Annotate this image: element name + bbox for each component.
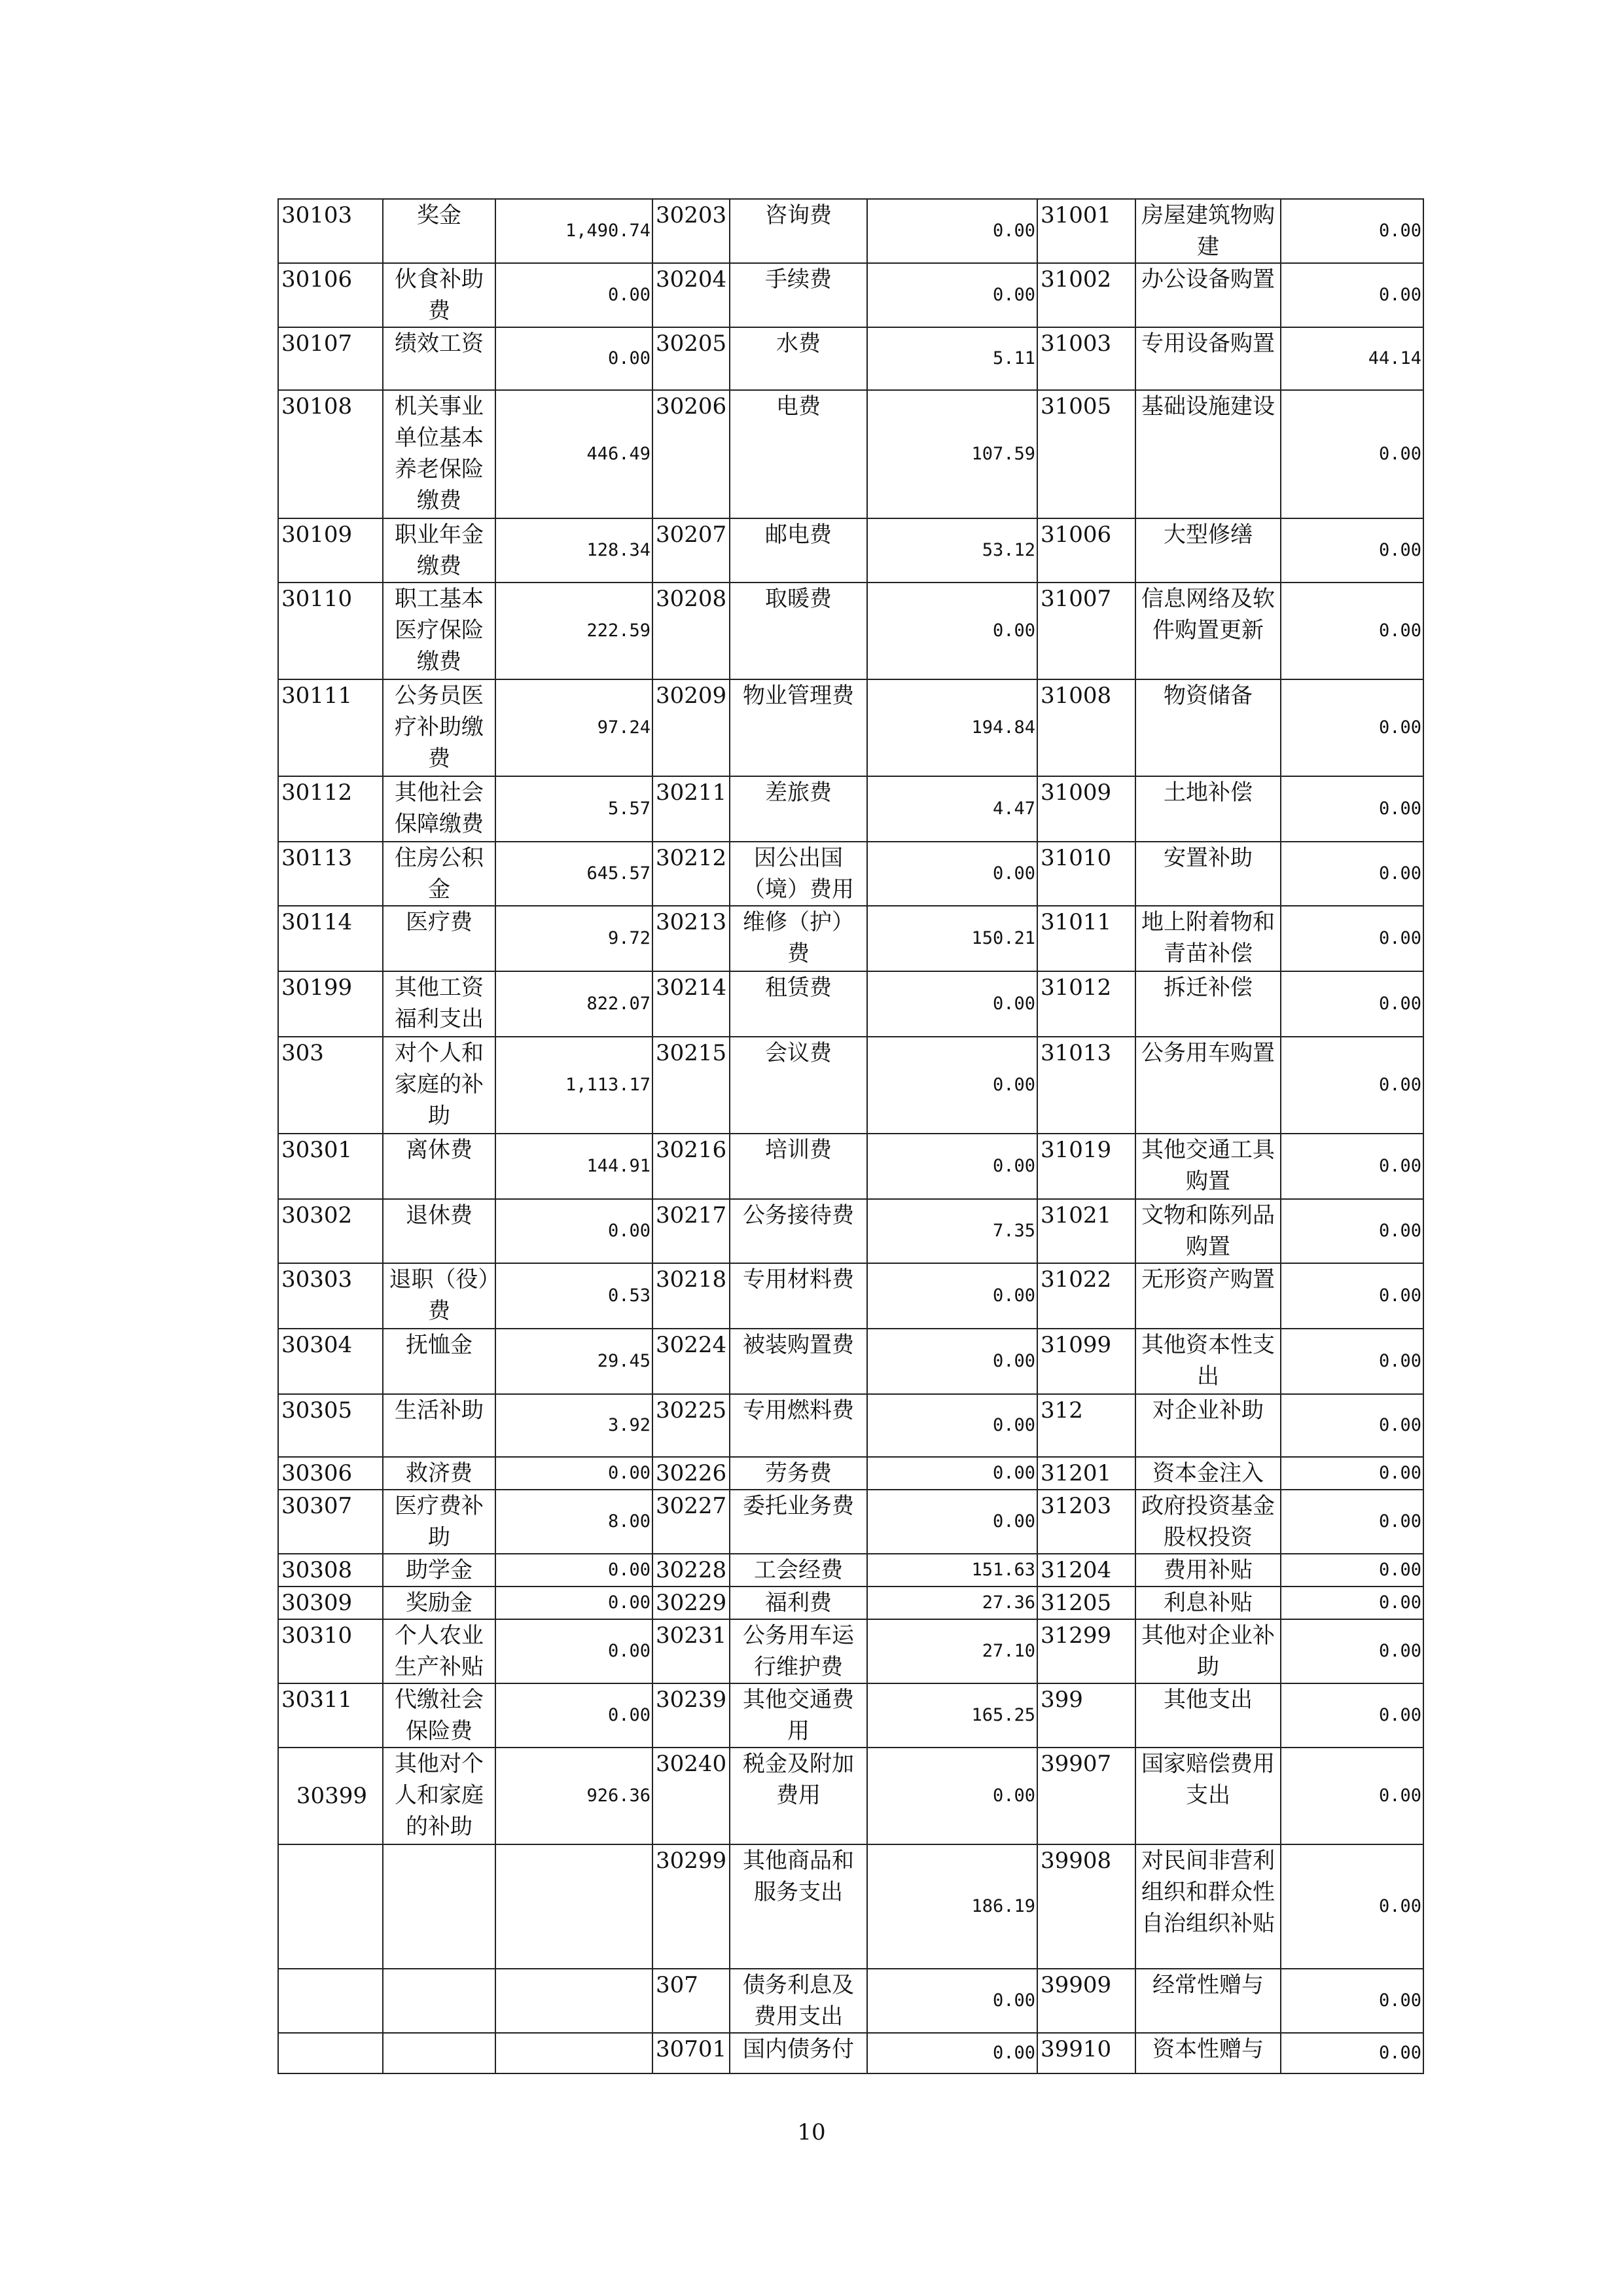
item-name: 退职（役）费 — [383, 1263, 495, 1329]
item-amount: 194.84 — [867, 679, 1037, 776]
item-amount: 0.00 — [495, 327, 652, 390]
expenditure-table — [277, 198, 1424, 2074]
item-amount: 186.19 — [867, 1844, 1037, 1969]
item-amount: 0.00 — [1281, 1134, 1423, 1199]
item-code: 31205 — [1037, 1587, 1135, 1619]
item-amount: 0.00 — [1281, 971, 1423, 1037]
item-name: 维修（护）费 — [730, 906, 867, 971]
item-name: 大型修缮 — [1135, 518, 1281, 583]
item-amount: 0.00 — [1281, 679, 1423, 776]
item-amount: 0.00 — [867, 1969, 1037, 2033]
item-code: 30215 — [652, 1037, 730, 1134]
item-code: 30103 — [278, 199, 383, 263]
item-name: 其他对个人和家庭的补助 — [383, 1748, 495, 1844]
item-amount: 29.45 — [495, 1329, 652, 1394]
item-amount: 53.12 — [867, 518, 1037, 583]
item-name: 地上附着物和青苗补偿 — [1135, 906, 1281, 971]
item-code: 30204 — [652, 263, 730, 327]
item-name: 专用燃料费 — [730, 1394, 867, 1457]
item-code: 31001 — [1037, 199, 1135, 263]
item-amount: 0.00 — [867, 842, 1037, 906]
item-name: 费用补贴 — [1135, 1554, 1281, 1587]
item-code: 30214 — [652, 971, 730, 1037]
item-name: 咨询费 — [730, 199, 867, 263]
table-row — [278, 971, 1423, 1037]
item-amount — [495, 1844, 652, 1969]
item-code: 30109 — [278, 518, 383, 583]
item-name: 电费 — [730, 390, 867, 518]
item-name: 对个人和家庭的补助 — [383, 1037, 495, 1134]
table-row — [278, 1037, 1423, 1134]
item-code — [278, 1969, 383, 2033]
item-name: 救济费 — [383, 1457, 495, 1490]
item-amount: 0.00 — [867, 1037, 1037, 1134]
item-name: 其他资本性支出 — [1135, 1329, 1281, 1394]
item-name: 土地补偿 — [1135, 776, 1281, 842]
item-code: 30213 — [652, 906, 730, 971]
item-name: 其他商品和服务支出 — [730, 1844, 867, 1969]
item-name: 助学金 — [383, 1554, 495, 1587]
item-name: 经常性赠与 — [1135, 1969, 1281, 2033]
item-name: 对民间非营利组织和群众性自治组织补贴 — [1135, 1844, 1281, 1969]
item-amount: 0.00 — [1281, 390, 1423, 518]
item-amount: 0.00 — [1281, 1844, 1423, 1969]
item-code: 30110 — [278, 583, 383, 679]
item-name: 培训费 — [730, 1134, 867, 1199]
item-code: 30111 — [278, 679, 383, 776]
item-name: 水费 — [730, 327, 867, 390]
item-name: 文物和陈列品购置 — [1135, 1199, 1281, 1263]
item-name: 取暖费 — [730, 583, 867, 679]
item-amount: 128.34 — [495, 518, 652, 583]
item-amount: 0.00 — [1281, 1199, 1423, 1263]
item-amount: 1,490.74 — [495, 199, 652, 263]
item-code: 30239 — [652, 1683, 730, 1748]
item-amount: 3.92 — [495, 1394, 652, 1457]
item-name: 奖金 — [383, 199, 495, 263]
table-row — [278, 1969, 1423, 2033]
item-name: 伙食补助费 — [383, 263, 495, 327]
item-code: 30231 — [652, 1619, 730, 1683]
item-code: 30311 — [278, 1683, 383, 1748]
item-name: 无形资产购置 — [1135, 1263, 1281, 1329]
item-code: 31005 — [1037, 390, 1135, 518]
item-name: 其他社会保障缴费 — [383, 776, 495, 842]
item-amount: 0.53 — [495, 1263, 652, 1329]
item-amount: 0.00 — [1281, 1490, 1423, 1554]
item-code: 31008 — [1037, 679, 1135, 776]
item-code: 30205 — [652, 327, 730, 390]
item-name: 政府投资基金股权投资 — [1135, 1490, 1281, 1554]
item-code: 399 — [1037, 1683, 1135, 1748]
table-row — [278, 1329, 1423, 1394]
item-code: 30306 — [278, 1457, 383, 1490]
item-code: 31203 — [1037, 1490, 1135, 1554]
item-amount: 822.07 — [495, 971, 652, 1037]
item-code: 30309 — [278, 1587, 383, 1619]
table-row — [278, 1748, 1423, 1844]
item-name: 其他对企业补助 — [1135, 1619, 1281, 1683]
item-name: 资本金注入 — [1135, 1457, 1281, 1490]
item-amount: 0.00 — [495, 263, 652, 327]
item-amount: 0.00 — [867, 971, 1037, 1037]
item-name: 住房公积金 — [383, 842, 495, 906]
item-amount: 5.57 — [495, 776, 652, 842]
table-row — [278, 679, 1423, 776]
item-code: 30301 — [278, 1134, 383, 1199]
item-code: 30212 — [652, 842, 730, 906]
item-name: 离休费 — [383, 1134, 495, 1199]
item-code: 30240 — [652, 1748, 730, 1844]
item-name: 公务用车购置 — [1135, 1037, 1281, 1134]
item-code: 31003 — [1037, 327, 1135, 390]
item-name: 代缴社会保险费 — [383, 1683, 495, 1748]
item-amount — [495, 1969, 652, 2033]
item-code: 31011 — [1037, 906, 1135, 971]
item-amount: 222.59 — [495, 583, 652, 679]
item-code: 30302 — [278, 1199, 383, 1263]
item-amount: 5.11 — [867, 327, 1037, 390]
item-amount: 0.00 — [1281, 1263, 1423, 1329]
item-amount: 165.25 — [867, 1683, 1037, 1748]
item-name: 其他工资福利支出 — [383, 971, 495, 1037]
item-name: 公务员医疗补助缴费 — [383, 679, 495, 776]
item-amount: 0.00 — [1281, 1619, 1423, 1683]
item-name: 安置补助 — [1135, 842, 1281, 906]
item-name: 邮电费 — [730, 518, 867, 583]
table-row — [278, 1394, 1423, 1457]
item-code: 31022 — [1037, 1263, 1135, 1329]
item-name: 办公设备购置 — [1135, 263, 1281, 327]
item-code: 30399 — [278, 1748, 383, 1844]
item-code: 30207 — [652, 518, 730, 583]
item-amount: 0.00 — [495, 1587, 652, 1619]
item-code: 30113 — [278, 842, 383, 906]
item-code: 30303 — [278, 1263, 383, 1329]
item-amount: 107.59 — [867, 390, 1037, 518]
item-amount: 97.24 — [495, 679, 652, 776]
item-amount: 44.14 — [1281, 327, 1423, 390]
item-name: 其他支出 — [1135, 1683, 1281, 1748]
item-amount: 8.00 — [495, 1490, 652, 1554]
item-amount: 0.00 — [867, 1329, 1037, 1394]
table-row — [278, 518, 1423, 583]
item-code: 31002 — [1037, 263, 1135, 327]
table-row — [278, 1619, 1423, 1683]
item-code: 31204 — [1037, 1554, 1135, 1587]
table-row — [278, 1490, 1423, 1554]
item-name: 抚恤金 — [383, 1329, 495, 1394]
item-amount: 0.00 — [1281, 583, 1423, 679]
item-name: 其他交通工具购置 — [1135, 1134, 1281, 1199]
item-amount: 0.00 — [1281, 906, 1423, 971]
item-amount: 0.00 — [867, 1457, 1037, 1490]
item-code: 30209 — [652, 679, 730, 776]
item-code: 30208 — [652, 583, 730, 679]
item-name: 医疗费补助 — [383, 1490, 495, 1554]
item-amount: 27.36 — [867, 1587, 1037, 1619]
table-row — [278, 1554, 1423, 1587]
item-amount: 0.00 — [867, 199, 1037, 263]
table-row — [278, 1134, 1423, 1199]
item-code: 30226 — [652, 1457, 730, 1490]
item-code: 39907 — [1037, 1748, 1135, 1844]
item-name: 医疗费 — [383, 906, 495, 971]
item-amount: 0.00 — [1281, 1587, 1423, 1619]
item-name — [383, 2033, 495, 2073]
item-amount: 0.00 — [1281, 199, 1423, 263]
item-code: 30224 — [652, 1329, 730, 1394]
item-amount: 0.00 — [1281, 2033, 1423, 2073]
item-amount: 27.10 — [867, 1619, 1037, 1683]
item-code: 31009 — [1037, 776, 1135, 842]
item-code: 30112 — [278, 776, 383, 842]
item-amount: 0.00 — [1281, 1329, 1423, 1394]
item-code: 30107 — [278, 327, 383, 390]
item-name: 拆迁补偿 — [1135, 971, 1281, 1037]
item-amount: 4.47 — [867, 776, 1037, 842]
table-row — [278, 2033, 1423, 2073]
item-amount: 7.35 — [867, 1199, 1037, 1263]
item-name: 奖励金 — [383, 1587, 495, 1619]
item-amount: 0.00 — [867, 1490, 1037, 1554]
item-code: 30304 — [278, 1329, 383, 1394]
item-code — [278, 2033, 383, 2073]
item-code: 31021 — [1037, 1199, 1135, 1263]
item-code: 30305 — [278, 1394, 383, 1457]
item-name: 职工基本医疗保险缴费 — [383, 583, 495, 679]
item-amount: 926.36 — [495, 1748, 652, 1844]
item-name: 物资储备 — [1135, 679, 1281, 776]
item-amount: 9.72 — [495, 906, 652, 971]
item-amount: 645.57 — [495, 842, 652, 906]
table-row — [278, 263, 1423, 327]
item-code: 30108 — [278, 390, 383, 518]
item-amount: 0.00 — [1281, 263, 1423, 327]
page-number: 10 — [797, 2119, 826, 2145]
item-amount: 0.00 — [1281, 1683, 1423, 1748]
item-name: 租赁费 — [730, 971, 867, 1037]
item-amount: 0.00 — [495, 1457, 652, 1490]
item-name: 手续费 — [730, 263, 867, 327]
item-amount: 151.63 — [867, 1554, 1037, 1587]
item-amount: 0.00 — [1281, 1457, 1423, 1490]
table-row — [278, 842, 1423, 906]
item-name: 公务接待费 — [730, 1199, 867, 1263]
item-amount — [495, 2033, 652, 2073]
item-amount: 0.00 — [1281, 1554, 1423, 1587]
item-name: 被装购置费 — [730, 1329, 867, 1394]
item-amount: 446.49 — [495, 390, 652, 518]
item-code — [278, 1844, 383, 1969]
item-code: 30308 — [278, 1554, 383, 1587]
item-code: 312 — [1037, 1394, 1135, 1457]
item-name: 职业年金缴费 — [383, 518, 495, 583]
item-amount: 0.00 — [867, 1394, 1037, 1457]
item-code: 30228 — [652, 1554, 730, 1587]
item-code: 30225 — [652, 1394, 730, 1457]
item-name: 劳务费 — [730, 1457, 867, 1490]
item-name: 福利费 — [730, 1587, 867, 1619]
item-code: 30206 — [652, 390, 730, 518]
item-name: 专用设备购置 — [1135, 327, 1281, 390]
item-amount: 0.00 — [867, 583, 1037, 679]
item-code: 30211 — [652, 776, 730, 842]
item-name: 委托业务费 — [730, 1490, 867, 1554]
table-row — [278, 1263, 1423, 1329]
item-code: 30114 — [278, 906, 383, 971]
item-name: 生活补助 — [383, 1394, 495, 1457]
item-amount: 0.00 — [495, 1554, 652, 1587]
item-code: 30310 — [278, 1619, 383, 1683]
item-code: 31013 — [1037, 1037, 1135, 1134]
item-code: 303 — [278, 1037, 383, 1134]
table-row — [278, 1683, 1423, 1748]
item-amount: 0.00 — [495, 1619, 652, 1683]
table-row — [278, 1844, 1423, 1969]
item-code: 30203 — [652, 199, 730, 263]
table-row — [278, 390, 1423, 518]
item-code: 30218 — [652, 1263, 730, 1329]
item-name: 工会经费 — [730, 1554, 867, 1587]
item-code: 39908 — [1037, 1844, 1135, 1969]
item-code: 30217 — [652, 1199, 730, 1263]
item-amount: 150.21 — [867, 906, 1037, 971]
item-amount: 0.00 — [495, 1199, 652, 1263]
item-code: 31012 — [1037, 971, 1135, 1037]
item-amount: 0.00 — [495, 1683, 652, 1748]
item-amount: 0.00 — [867, 263, 1037, 327]
item-amount: 0.00 — [867, 2033, 1037, 2073]
item-amount: 0.00 — [867, 1263, 1037, 1329]
item-name: 基础设施建设 — [1135, 390, 1281, 518]
table-row — [278, 776, 1423, 842]
item-code: 31007 — [1037, 583, 1135, 679]
item-name: 专用材料费 — [730, 1263, 867, 1329]
item-amount: 0.00 — [1281, 1969, 1423, 2033]
item-code: 31299 — [1037, 1619, 1135, 1683]
item-name: 会议费 — [730, 1037, 867, 1134]
item-amount: 0.00 — [867, 1134, 1037, 1199]
item-code: 30299 — [652, 1844, 730, 1969]
item-code: 30307 — [278, 1490, 383, 1554]
item-name: 房屋建筑物购建 — [1135, 199, 1281, 263]
table-row — [278, 583, 1423, 679]
item-code: 31006 — [1037, 518, 1135, 583]
item-name: 物业管理费 — [730, 679, 867, 776]
item-name: 其他交通费用 — [730, 1683, 867, 1748]
item-name: 对企业补助 — [1135, 1394, 1281, 1457]
item-code: 30701 — [652, 2033, 730, 2073]
item-amount: 0.00 — [1281, 842, 1423, 906]
item-code: 307 — [652, 1969, 730, 2033]
item-name: 因公出国（境）费用 — [730, 842, 867, 906]
item-name: 个人农业生产补贴 — [383, 1619, 495, 1683]
item-amount: 1,113.17 — [495, 1037, 652, 1134]
item-name — [383, 1969, 495, 2033]
item-code: 30199 — [278, 971, 383, 1037]
item-name: 退休费 — [383, 1199, 495, 1263]
item-code: 30229 — [652, 1587, 730, 1619]
item-name: 绩效工资 — [383, 327, 495, 390]
table-row — [278, 1199, 1423, 1263]
item-name: 差旅费 — [730, 776, 867, 842]
item-name: 信息网络及软件购置更新 — [1135, 583, 1281, 679]
item-amount: 0.00 — [867, 1748, 1037, 1844]
table-row — [278, 1457, 1423, 1490]
item-code: 31019 — [1037, 1134, 1135, 1199]
item-code: 30106 — [278, 263, 383, 327]
item-code: 31010 — [1037, 842, 1135, 906]
table-row — [278, 1587, 1423, 1619]
item-name: 资本性赠与 — [1135, 2033, 1281, 2073]
item-amount: 0.00 — [1281, 518, 1423, 583]
item-name: 利息补贴 — [1135, 1587, 1281, 1619]
item-code: 39909 — [1037, 1969, 1135, 2033]
item-amount: 144.91 — [495, 1134, 652, 1199]
table-row — [278, 199, 1423, 263]
item-name: 国家赔偿费用支出 — [1135, 1748, 1281, 1844]
item-code: 39910 — [1037, 2033, 1135, 2073]
item-name: 国内债务付 — [730, 2033, 867, 2073]
item-code: 31099 — [1037, 1329, 1135, 1394]
item-amount: 0.00 — [1281, 1037, 1423, 1134]
item-amount: 0.00 — [1281, 1394, 1423, 1457]
table-row — [278, 327, 1423, 390]
item-name — [383, 1844, 495, 1969]
item-amount: 0.00 — [1281, 776, 1423, 842]
item-name: 税金及附加费用 — [730, 1748, 867, 1844]
table-row — [278, 906, 1423, 971]
item-amount: 0.00 — [1281, 1748, 1423, 1844]
item-code: 30227 — [652, 1490, 730, 1554]
item-name: 公务用车运行维护费 — [730, 1619, 867, 1683]
item-name: 债务利息及费用支出 — [730, 1969, 867, 2033]
item-code: 30216 — [652, 1134, 730, 1199]
item-code: 31201 — [1037, 1457, 1135, 1490]
item-name: 机关事业单位基本养老保险缴费 — [383, 390, 495, 518]
